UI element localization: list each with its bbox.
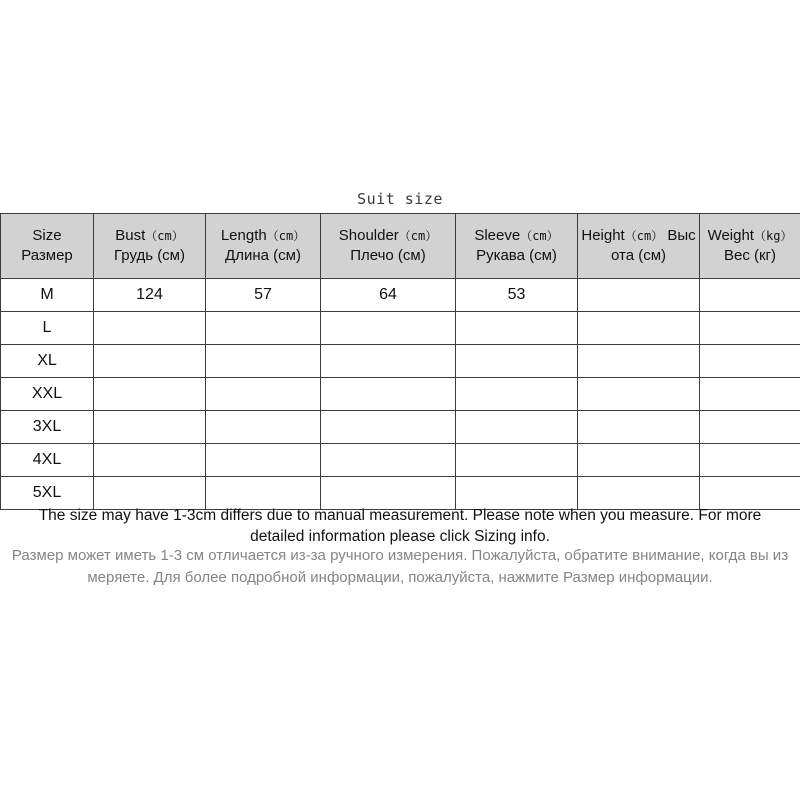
cell-length — [206, 444, 321, 477]
column-header-en-length: Length（cm） — [220, 226, 306, 244]
table-row — [1, 279, 800, 312]
size-table — [0, 213, 800, 510]
cell-bust — [94, 411, 206, 444]
column-header-ru-length: Длина (см) — [225, 247, 301, 264]
table-row — [1, 378, 800, 411]
column-header-size — [1, 214, 94, 279]
cell-height — [578, 312, 700, 345]
cell-weight — [700, 312, 800, 345]
cell-size: 5XL — [1, 477, 94, 510]
cell-sleeve — [456, 411, 578, 444]
cell-bust — [94, 312, 206, 345]
cell-bust — [94, 345, 206, 378]
cell-size: XL — [1, 345, 94, 378]
measurement-note-english: The size may have 1-3cm differs due to manual measurement. Please note when you measure. For more detailed information please click Sizing info. — [38, 507, 762, 546]
cell-shoulder — [321, 345, 456, 378]
cell-height — [578, 444, 700, 477]
cell-weight — [700, 345, 800, 378]
cell-length: 57 — [206, 279, 321, 312]
cell-bust — [94, 378, 206, 411]
cell-sleeve — [456, 312, 578, 345]
cell-size: 4XL — [1, 444, 94, 477]
cell-length — [206, 312, 321, 345]
column-header-bust — [94, 214, 206, 279]
cell-weight — [700, 411, 800, 444]
column-header-ru-bust: Грудь (см) — [114, 247, 185, 264]
cell-sleeve — [456, 444, 578, 477]
cell-shoulder — [321, 378, 456, 411]
cell-bust: 124 — [94, 279, 206, 312]
cell-weight — [700, 444, 800, 477]
cell-length — [206, 411, 321, 444]
page-title: Suit size — [357, 190, 443, 208]
cell-sleeve — [456, 345, 578, 378]
cell-sleeve: 53 — [456, 279, 578, 312]
cell-shoulder: 64 — [321, 279, 456, 312]
column-header-en-shoulder: Shoulder（cm） — [338, 226, 438, 244]
column-header-weight — [700, 214, 800, 279]
cell-height — [578, 279, 700, 312]
table-row — [1, 345, 800, 378]
measurement-note-russian: Размер может иметь 1-3 см отличается из-за ручного измерения. Пожалуйста, обратите внимание, когда вы измеряете. Для более подробной информации, пожалуйста, нажмите Размер информации. — [11, 547, 789, 586]
column-header-text-height: Height（cm） Высота (см) — [581, 226, 696, 264]
column-header-en-size: Size — [32, 226, 62, 244]
cell-weight — [700, 378, 800, 411]
cell-length — [206, 345, 321, 378]
cell-height — [578, 411, 700, 444]
cell-bust — [94, 444, 206, 477]
column-header-ru-sleeve: Рукава (см) — [476, 247, 557, 264]
cell-size: L — [1, 312, 94, 345]
cell-shoulder — [321, 312, 456, 345]
cell-length — [206, 378, 321, 411]
cell-height — [578, 378, 700, 411]
column-header-shoulder — [321, 214, 456, 279]
column-header-en-weight: Weight（kg） — [707, 226, 793, 244]
cell-height — [578, 345, 700, 378]
column-header-en-sleeve: Sleeve（cm） — [474, 226, 559, 244]
cell-size: 3XL — [1, 411, 94, 444]
column-header-ru-shoulder: Плечо (см) — [350, 247, 426, 264]
table-row — [1, 411, 800, 444]
cell-shoulder — [321, 444, 456, 477]
column-header-sleeve — [456, 214, 578, 279]
table-row — [1, 444, 800, 477]
cell-weight — [700, 279, 800, 312]
column-header-ru-weight: Вес (кг) — [723, 247, 777, 264]
column-header-ru-size: Размер — [21, 247, 73, 264]
cell-sleeve — [456, 378, 578, 411]
column-header-length — [206, 214, 321, 279]
table-row — [1, 312, 800, 345]
table-header-row — [1, 214, 800, 279]
column-header-height — [578, 214, 700, 279]
cell-size: M — [1, 279, 94, 312]
cell-size: XXL — [1, 378, 94, 411]
column-header-en-bust: Bust（cm） — [115, 226, 184, 244]
cell-shoulder — [321, 411, 456, 444]
